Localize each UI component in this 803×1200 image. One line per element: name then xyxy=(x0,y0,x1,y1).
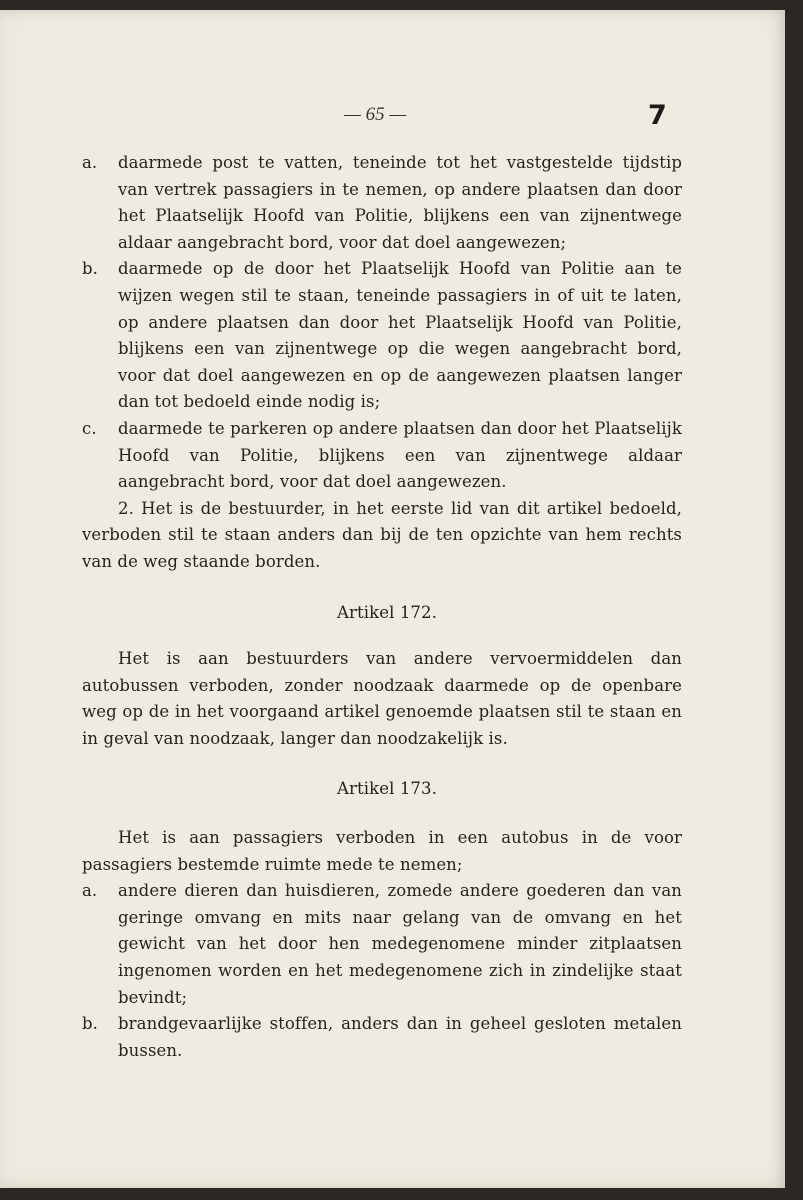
list-item-text: daarmede te parkeren op andere plaatsen dan door het Plaatselijk Hoofd van Politie, blijkens een van zijnentwege aldaar aangebracht bord, voor dat doel aangewezen. xyxy=(118,418,682,492)
paragraph-2: 2. Het is de bestuurder, in het eerste lid van dit artikel bedoeld, verboden stil te staan anders dan bij de ten opzichte van hem rechts van de weg staande borden. xyxy=(82,498,682,571)
article-173-intro: Het is aan passagiers verboden in een autobus in de voor passagiers bestemde ruimte mede te nemen; xyxy=(82,828,682,874)
article-173-heading: Artikel 173. xyxy=(337,779,437,799)
article-172-text: Het is aan bestuurders van andere vervoermiddelen dan autobussen verboden, zonder noodzaak daarmede op de openbare weg op de in het voorgaand artikel genoemde plaatsen stil te staan en in geval van noodzaak, langer dan noodzakelijk is. xyxy=(82,649,682,748)
list-marker: c. xyxy=(82,418,97,438)
list-item-a xyxy=(82,150,682,256)
article-173-item-a xyxy=(82,878,682,1011)
article-173-item-b xyxy=(82,1011,682,1064)
list-item-text: daarmede op de door het Plaatselijk Hoofd van Politie aan te wijzen wegen stil te staan, teneinde passagiers in of uit te laten, op andere plaatsen dan door het Plaatselijk Hoofd van Politie, blijkens een van zijnentwege op die wegen aangebracht bord, voor dat doel aangewezen en op de aangewezen plaatsen langer dan tot bedoeld einde nodig is; xyxy=(118,259,682,412)
article-172-heading: Artikel 172. xyxy=(337,602,437,622)
list-item-text: brandgevaarlijke stoffen, anders dan in geheel gesloten metalen bussen. xyxy=(118,1014,682,1060)
list-item-text: daarmede post te vatten, teneinde tot het vastgestelde tijdstip van vertrek passagiers in te nemen, op andere plaatsen dan door het Plaatselijk Hoofd van Politie, blijkens een van zijnentwege aldaar aangebracht bord, voor dat doel aangewezen; xyxy=(118,153,682,252)
page-number: — 65 — xyxy=(344,104,407,125)
sheet-number: 7 xyxy=(648,100,667,131)
body-text xyxy=(82,150,682,1064)
list-marker: b. xyxy=(82,1014,99,1034)
list-item-b xyxy=(82,256,682,416)
document-page xyxy=(0,10,785,1188)
list-marker: a. xyxy=(82,881,98,901)
list-marker: a. xyxy=(82,153,98,172)
page-header xyxy=(0,100,785,140)
list-marker: b. xyxy=(82,259,99,279)
list-item-c xyxy=(82,416,682,496)
list-item-text: andere dieren dan huisdieren, zomede andere goederen dan van geringe omvang en mits naar gelang van de omvang en het gewicht van het door hen medegenomene minder zitplaatsen ingenomen worden en het medegenomene zich in zindelijke staat bevindt; xyxy=(118,881,682,1007)
